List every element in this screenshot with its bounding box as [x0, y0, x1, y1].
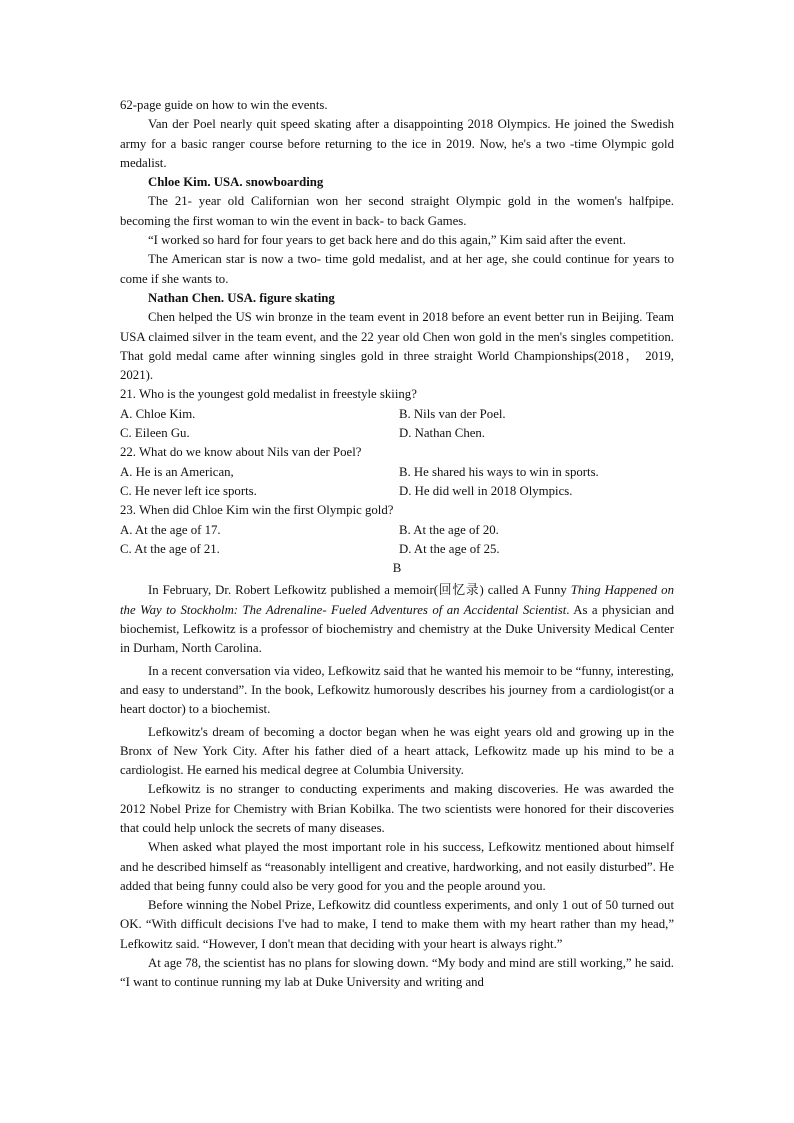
- question-21: [120, 385, 674, 443]
- option-a: A. He is an American,: [120, 464, 234, 479]
- paragraph: When asked what played the most important role in his success, Lefkowitz mentioned about himself and he described himself as “reasonably intelligent and creative, hardworking, and not easily disturbed”. He added that being funny could also be very good for you and the people around you.: [120, 840, 674, 893]
- paragraph: Lefkowitz is no stranger to conducting experiments and making discoveries. He was awarded the 2012 Nobel Prize for Chemistry with Brian Kobilka. The two scientists were honored for their discoveries that could help unlock the secrets of many diseases.: [120, 782, 674, 835]
- question-text: 23. When did Chloe Kim win the first Olympic gold?: [120, 503, 394, 518]
- option-c: C. He never left ice sports.: [120, 483, 257, 498]
- question-23: [120, 501, 674, 559]
- text: In February, Dr. Robert Lefkowitz published a memoir(回忆录) called A Funny: [148, 583, 571, 598]
- option-d: D. At the age of 25.: [399, 541, 500, 556]
- option-b: B. At the age of 20.: [399, 522, 499, 537]
- paragraph: Before winning the Nobel Prize, Lefkowitz did countless experiments, and only 1 out of 50 turned out OK. “With difficult decisions I've had to make, I tend to make them with my heart rather than my head,” Lefkowitz said. “However, I don't mean that deciding with your heart is always right.”: [120, 898, 674, 951]
- option-b: B. He shared his ways to win in sports.: [399, 464, 599, 479]
- paragraph: Lefkowitz's dream of becoming a doctor began when he was eight years old and growing up in the Bronx of New York City. After his father died of a heart attack, Lefkowitz made up his mind to be a cardiologist. He earned his medical degree at Columbia University.: [120, 724, 674, 778]
- question-text: 22. What do we know about Nils van der Poel?: [120, 445, 362, 460]
- option-d: D. Nathan Chen.: [399, 426, 486, 441]
- question-22: [120, 443, 674, 501]
- option-a: A. At the age of 17.: [120, 522, 221, 537]
- paragraph: “I worked so hard for four years to get back here and do this again,” Kim said after the event.: [148, 233, 626, 248]
- paragraph: At age 78, the scientist has no plans for slowing down. “My body and mind are still working,” he said. “I want to continue running my lab at Duke University and writing and: [120, 956, 674, 990]
- section-label: B: [392, 561, 402, 576]
- section-heading: Chloe Kim. USA. snowboarding: [148, 175, 324, 190]
- option-d: D. He did well in 2018 Olympics.: [399, 483, 573, 498]
- option-c: C. At the age of 21.: [120, 541, 220, 556]
- paragraph: Van der Poel nearly quit speed skating after a disappointing 2018 Olympics. He joined the Swedish army for a basic ranger course before returning to the ice in 2019. Now, he's a two -time Olympic gold medalist.: [120, 117, 674, 170]
- paragraph: 62-page guide on how to win the events.: [120, 98, 328, 112]
- paragraph: In a recent conversation via video, Lefkowitz said that he wanted his memoir to be “funny, interesting, and easy to understand”. In the book, Lefkowitz humorously describes his journey from a cardiologist(or a heart doctor) to a biochemist.: [120, 663, 674, 717]
- document-page: [120, 96, 674, 993]
- section-heading: Nathan Chen. USA. figure skating: [148, 290, 335, 305]
- paragraph: The American star is now a two- time gold medalist, and at her age, she could continue for years to come if she wants to.: [120, 252, 674, 286]
- paragraph: [120, 581, 674, 658]
- option-b: B. Nils van der Poel.: [399, 406, 506, 421]
- paragraph: Chen helped the US win bronze in the team event in 2018 before an event better run in Beijing. Team USA claimed silver in the team event, and the 22 year old Chen won gold in the men's singles competition. That gold medal came after winning singles gold in three straight World Championships(2018， 2019, 2021).: [120, 310, 674, 383]
- option-a: A. Chloe Kim.: [120, 406, 196, 421]
- book-title: Thing Happened on the Way to Stockholm: The Adrenaline- Fueled Adventures of an Accidental Scientist: [120, 583, 674, 617]
- text: . As a physician and biochemist, Lefkowitz is a professor of biochemistry and chemistry at the Duke University Medical Center in Durham, North Carolina.: [120, 602, 674, 656]
- option-c: C. Eileen Gu.: [120, 426, 190, 441]
- paragraph: The 21- year old Californian won her second straight Olympic gold in the women's halfpipe. becoming the first woman to win the event in back- to back Games.: [120, 194, 674, 228]
- question-text: 21. Who is the youngest gold medalist in freestyle skiing?: [120, 387, 417, 402]
